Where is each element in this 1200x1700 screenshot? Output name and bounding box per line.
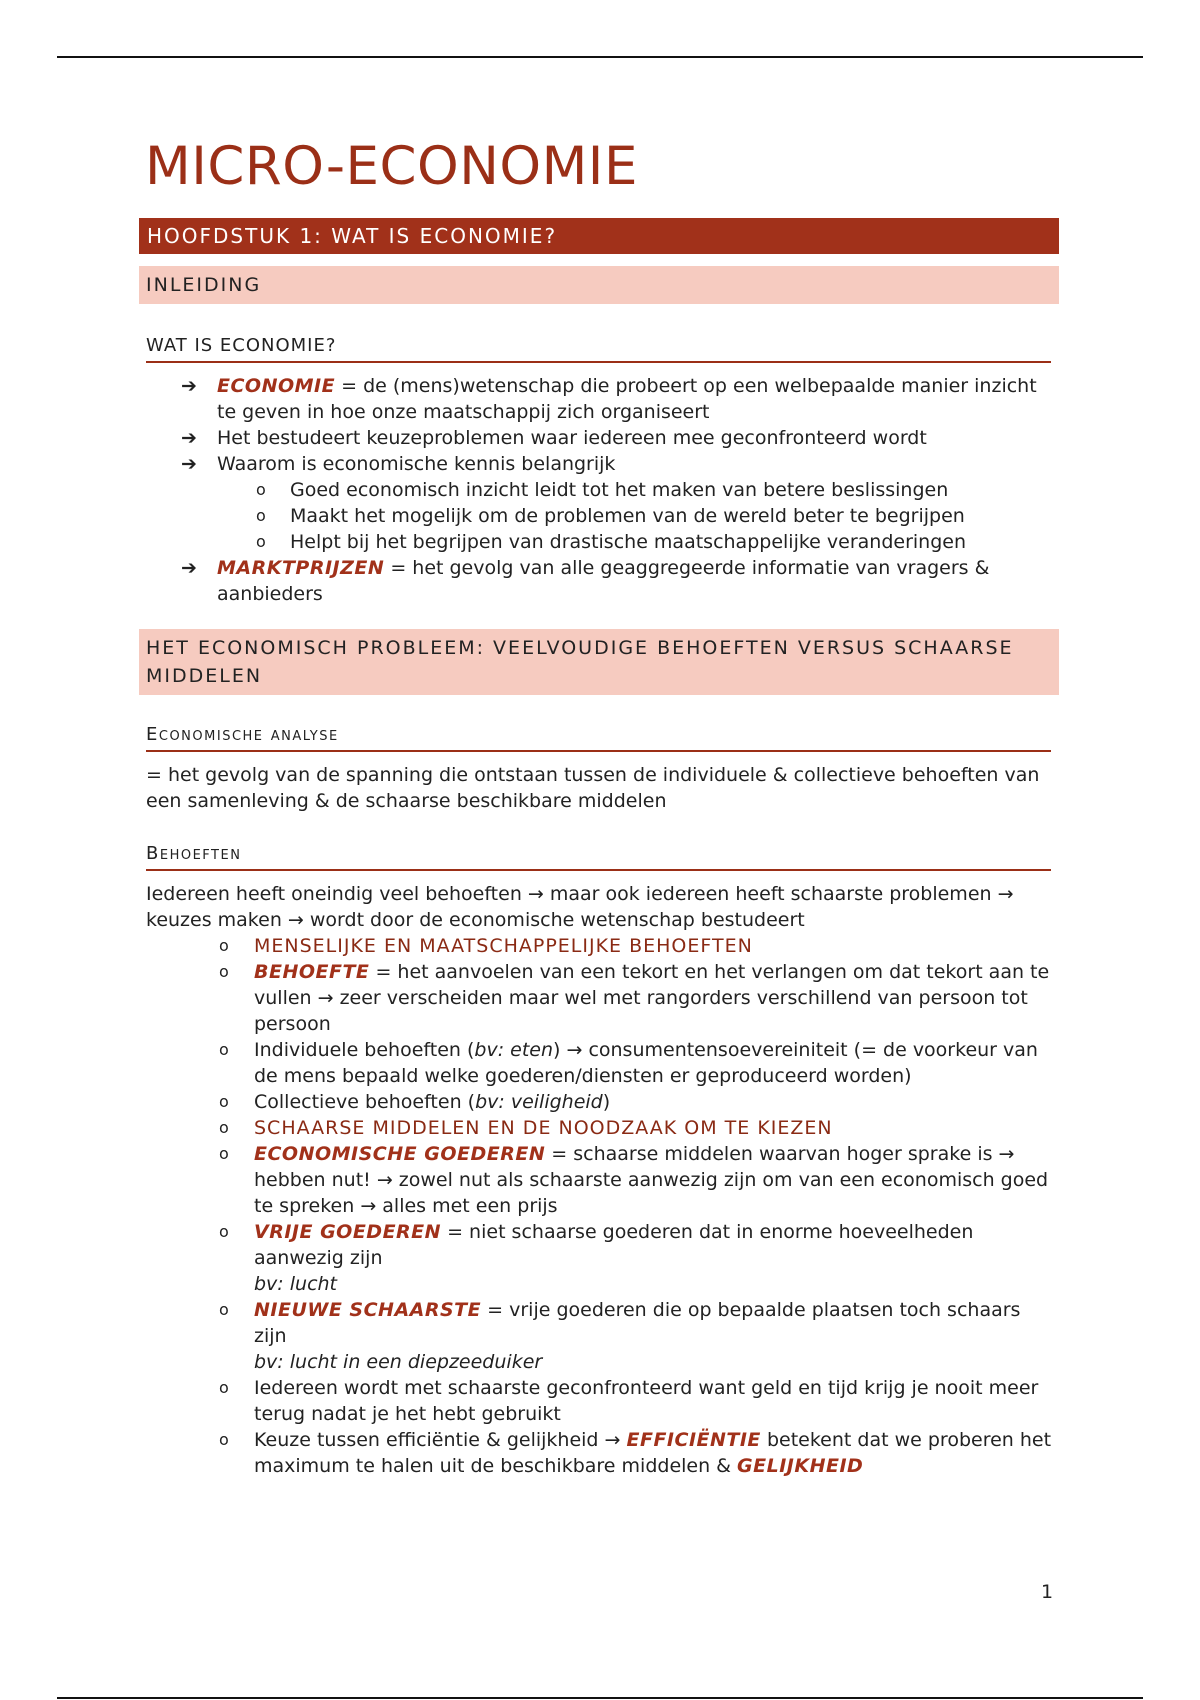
circle-bullet-icon: o bbox=[219, 1040, 229, 1059]
header-rule bbox=[57, 56, 1143, 58]
arrow-bullet-marktprijzen bbox=[139, 555, 1057, 607]
list-item bbox=[139, 1037, 1059, 1089]
item-text: ) → consumentensoevereiniteit (= de voorkeur van de mens bepaald welke goederen/diensten er geproduceerd worden) bbox=[254, 1039, 1038, 1087]
item-text: Collectieve behoeften ( bbox=[254, 1091, 476, 1113]
term-economie: ECONOMIE bbox=[217, 375, 336, 397]
sub-bullet-3 bbox=[139, 529, 1070, 555]
sub-bullet-2 bbox=[139, 503, 1070, 529]
list-item bbox=[139, 1427, 1059, 1479]
example: bv: eten bbox=[474, 1039, 554, 1061]
example: bv: veiligheid bbox=[475, 1091, 603, 1113]
term-efficientie: EFFICIËNTIE bbox=[626, 1429, 761, 1451]
example: bv: lucht bbox=[254, 1273, 338, 1295]
circle-bullet-icon: o bbox=[219, 1092, 229, 1111]
item-text: = vrije goederen die op bepaalde plaatsen toch schaars zijn bbox=[254, 1299, 1021, 1347]
circle-bullet-icon: o bbox=[219, 1300, 229, 1319]
behoeften-paragraph: Iedereen heeft oneindig veel behoeften → maar ook iedereen heeft schaarste problemen → keuzes maken → wordt door de economische wetenschap bestudeert bbox=[146, 883, 1014, 931]
item-text: Iedereen wordt met schaarste geconfronteerd want geld en tijd krijg je nooit meer terug nadat je het hebt gebruikt bbox=[254, 1377, 1039, 1425]
section-heading-economisch-probleem: HET ECONOMISCH PROBLEEM: VEELVOUDIGE BEHOEFTEN VERSUS SCHAARSE MIDDELEN bbox=[139, 629, 1059, 695]
footer-rule bbox=[57, 1697, 1143, 1699]
term-vrije-goederen: VRIJE GOEDEREN bbox=[254, 1221, 442, 1243]
item-text: Individuele behoeften ( bbox=[254, 1039, 475, 1061]
arrow-icon: ➔ bbox=[181, 427, 197, 449]
subheading-economische-analyse: Economische analyse bbox=[146, 723, 1051, 752]
document-title: MICRO-ECONOMIE bbox=[145, 136, 638, 197]
page-number: 1 bbox=[1041, 1581, 1054, 1603]
term-economische-goederen: ECONOMISCHE GOEDEREN bbox=[254, 1143, 546, 1165]
list-item bbox=[139, 1141, 1059, 1219]
bullet-text: Waarom is economische kennis belangrijk bbox=[217, 453, 616, 475]
list-item bbox=[139, 1219, 1059, 1297]
circle-bullet-icon: o bbox=[219, 1430, 229, 1449]
item-text: betekent dat we proberen het maximum te halen uit de beschikbare middelen & bbox=[254, 1429, 1052, 1477]
circle-bullet-icon: o bbox=[219, 1378, 229, 1397]
bullet-text: = de (mens)wetenschap die probeert op een welbepaalde manier inzicht te geven in hoe onze maatschappij zich organiseert bbox=[217, 375, 1037, 423]
category-label: MENSELIJKE EN MAATSCHAPPELIJKE BEHOEFTEN bbox=[254, 935, 753, 957]
list-item bbox=[139, 1115, 1059, 1141]
item-text: Keuze tussen efficiëntie & gelijkheid → bbox=[254, 1429, 627, 1451]
circle-bullet-icon: o bbox=[219, 962, 229, 981]
circle-bullet-icon: o bbox=[219, 1118, 229, 1137]
list-item bbox=[139, 959, 1059, 1037]
subheading-behoeften: Behoeften bbox=[146, 842, 1051, 871]
bullet-text: Het bestudeert keuzeproblemen waar iedereen mee geconfronteerd wordt bbox=[217, 427, 927, 449]
list-item bbox=[139, 1297, 1059, 1375]
arrow-bullet-keuzeproblemen bbox=[139, 425, 1057, 451]
analyse-paragraph: = het gevolg van de spanning die ontstaan tussen de individuele & collectieve behoeften van een samenleving & de schaarse beschikbare middelen bbox=[146, 764, 1040, 812]
item-text: = schaarse middelen waarvan hoger sprake is → hebben nut! → zowel nut als schaarste aanwezig zijn om van een economisch goed te spreken → alles met een prijs bbox=[254, 1143, 1049, 1217]
term-marktprijzen: MARKTPRIJZEN bbox=[217, 557, 385, 579]
circle-bullet-icon: o bbox=[219, 936, 229, 955]
circle-bullet-icon: o bbox=[256, 480, 266, 499]
circle-bullet-icon: o bbox=[256, 506, 266, 525]
bullet-text: = het gevolg van alle geaggregeerde informatie van vragers & aanbieders bbox=[217, 557, 990, 605]
item-text: ) bbox=[602, 1091, 611, 1113]
bullet-text: Goed economisch inzicht leidt tot het maken van betere beslissingen bbox=[290, 479, 949, 501]
item-text: = het aanvoelen van een tekort en het verlangen om dat tekort aan te vullen → zeer verscheiden maar wel met rangorders verschillend van persoon tot persoon bbox=[254, 961, 1050, 1035]
circle-bullet-icon: o bbox=[219, 1144, 229, 1163]
list-item bbox=[139, 933, 1059, 959]
arrow-icon: ➔ bbox=[181, 557, 197, 579]
chapter-heading: HOOFDSTUK 1: WAT IS ECONOMIE? bbox=[139, 218, 1059, 254]
category-label: SCHAARSE MIDDELEN EN DE NOODZAAK OM TE KIEZEN bbox=[254, 1117, 833, 1139]
arrow-bullet-waarom bbox=[139, 451, 1057, 477]
term-gelijkheid: GELIJKHEID bbox=[737, 1455, 864, 1477]
term-nieuwe-schaarste: NIEUWE SCHAARSTE bbox=[254, 1299, 482, 1321]
list-item bbox=[139, 1375, 1059, 1427]
circle-bullet-icon: o bbox=[256, 532, 266, 551]
list-item bbox=[139, 1089, 1059, 1115]
subheading-wat-is-economie: WAT IS ECONOMIE? bbox=[146, 334, 1051, 363]
section-heading-inleiding: INLEIDING bbox=[139, 266, 1059, 304]
circle-bullet-icon: o bbox=[219, 1222, 229, 1241]
sub-bullet-1 bbox=[139, 477, 1070, 503]
document-body bbox=[139, 130, 1059, 1479]
bullet-text: Helpt bij het begrijpen van drastische maatschappelijke veranderingen bbox=[290, 531, 967, 553]
example: bv: lucht in een diepzeeduiker bbox=[254, 1351, 543, 1373]
arrow-icon: ➔ bbox=[181, 375, 197, 397]
arrow-icon: ➔ bbox=[181, 453, 197, 475]
arrow-bullet-economie bbox=[139, 373, 1057, 425]
item-text: = niet schaarse goederen dat in enorme hoeveelheden aanwezig zijn bbox=[254, 1221, 974, 1269]
bullet-text: Maakt het mogelijk om de problemen van de wereld beter te begrijpen bbox=[290, 505, 965, 527]
term-behoefte: BEHOEFTE bbox=[254, 961, 370, 983]
